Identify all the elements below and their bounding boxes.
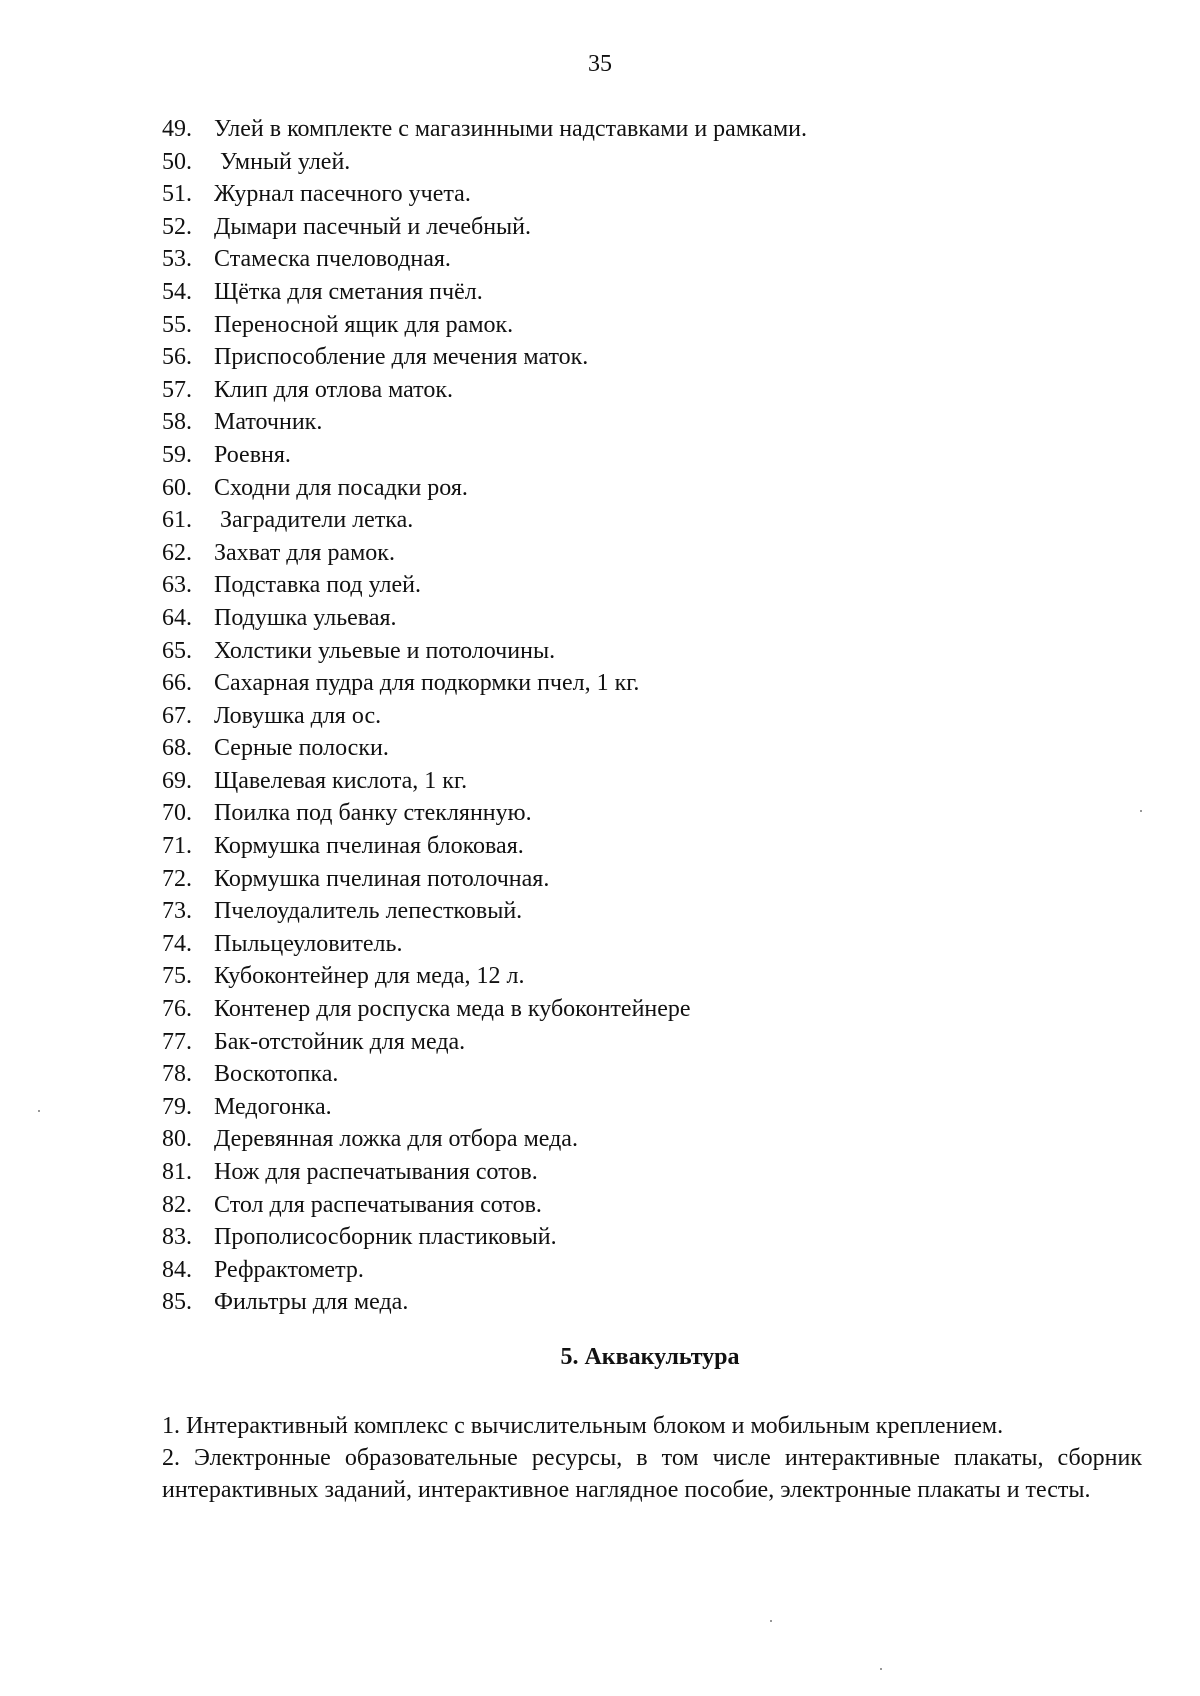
page-number: 35: [588, 51, 612, 77]
list-item-text: Кормушка пчелиная блоковая.: [214, 833, 524, 860]
list-item: [162, 406, 1122, 439]
list-item-number: 78.: [162, 1061, 192, 1088]
list-item-number: 70.: [162, 800, 192, 827]
list-item-text: Сходни для посадки роя.: [214, 474, 468, 501]
list-item-text: Нож для распечатывания сотов.: [214, 1159, 538, 1185]
list-item-text: Серные полоски.: [214, 735, 389, 762]
list-item: [162, 276, 1122, 309]
list-item: [162, 960, 1122, 993]
list-item-number: 53.: [162, 246, 192, 273]
list-item-text: Щётка для сметания пчёл.: [214, 278, 483, 305]
list-item: [162, 1123, 1122, 1156]
list-item: [162, 1026, 1122, 1059]
list-item-text: Приспособление для мечения маток.: [214, 344, 589, 371]
list-item-text: Умный улей.: [214, 148, 351, 175]
list-item-number: 73.: [162, 898, 192, 925]
list-item-text: Щавелевая кислота, 1 кг.: [214, 767, 468, 794]
list-item-number: 66.: [162, 670, 192, 697]
list-item-number: 49.: [162, 116, 192, 142]
equipment-list: [162, 113, 1122, 1319]
list-item-text: Прополисосборник пластиковый.: [214, 1224, 557, 1251]
list-item-number: 85.: [162, 1289, 192, 1316]
list-item-number: 68.: [162, 735, 192, 762]
list-item-number: 81.: [162, 1159, 192, 1185]
list-item-number: 52.: [162, 213, 192, 240]
list-item: [162, 504, 1122, 537]
list-item-text: Фильтры для меда.: [214, 1289, 409, 1316]
scan-speck: [880, 1668, 882, 1670]
list-item: [162, 732, 1122, 765]
scan-speck: [770, 1620, 772, 1622]
list-item: [162, 1058, 1122, 1091]
list-item: [162, 928, 1122, 961]
aquaculture-paragraph-2: 2. Электронные образовательные ресурсы, в том числе интерактивные плакаты, сборник интерактивных заданий, интерактивное наглядное пособие, электронные плакаты и тесты.: [162, 1445, 1142, 1503]
list-item-text: Сахарная пудра для подкормки пчел, 1 кг.: [214, 670, 640, 697]
list-item-text: Воскотопка.: [214, 1061, 339, 1088]
list-item-text: Дымари пасечный и лечебный.: [214, 213, 532, 240]
list-item: [162, 635, 1122, 668]
list-item-text: Пчелоудалитель лепестковый.: [214, 898, 523, 925]
list-item-number: 84.: [162, 1256, 192, 1283]
list-item: [162, 1286, 1122, 1319]
list-item: [162, 341, 1122, 374]
list-item-text: Улей в комплекте с магазинными надставками и рамками.: [214, 116, 807, 142]
list-item-number: 50.: [162, 148, 192, 175]
list-item-text: Маточник.: [214, 409, 323, 436]
list-item-text: Кубоконтейнер для меда, 12 л.: [214, 963, 525, 990]
list-item-text: Кормушка пчелиная потолочная.: [214, 865, 550, 892]
list-item: [162, 113, 1122, 146]
list-item-number: 79.: [162, 1093, 192, 1120]
list-item-text: Роевня.: [214, 441, 291, 468]
list-item-number: 62.: [162, 539, 192, 566]
list-item-number: 74.: [162, 930, 192, 957]
list-item: [162, 700, 1122, 733]
list-item-number: 60.: [162, 474, 192, 501]
list-item: [162, 1156, 1122, 1189]
list-item: [162, 537, 1122, 570]
list-item: [162, 1221, 1122, 1254]
list-item-number: 57.: [162, 376, 192, 403]
scan-speck: [1140, 810, 1142, 812]
list-item-text: Ловушка для ос.: [214, 702, 382, 729]
list-item-text: Заградители летка.: [214, 507, 414, 534]
list-item-number: 59.: [162, 441, 192, 468]
list-item-text: Рефрактометр.: [214, 1256, 364, 1283]
list-item-text: Стамеска пчеловодная.: [214, 246, 451, 273]
list-item-number: 72.: [162, 865, 192, 892]
list-item-text: Бак-отстойник для меда.: [214, 1028, 466, 1055]
list-item-number: 63.: [162, 572, 192, 599]
list-item: [162, 863, 1122, 896]
list-item: [162, 178, 1122, 211]
list-item-number: 58.: [162, 409, 192, 436]
list-item: [162, 1091, 1122, 1124]
list-item-text: Подушка ульевая.: [214, 604, 397, 631]
list-item-number: 67.: [162, 702, 192, 729]
list-item-number: 82.: [162, 1191, 192, 1218]
list-item-text: Клип для отлова маток.: [214, 376, 454, 403]
list-item-text: Пыльцеуловитель.: [214, 930, 403, 957]
list-item-text: Контенер для роспуска меда в кубоконтейнере: [214, 996, 691, 1023]
list-item-number: 55.: [162, 311, 192, 338]
list-item-number: 77.: [162, 1028, 192, 1055]
list-item: [162, 765, 1122, 798]
list-item-number: 61.: [162, 507, 192, 534]
list-item: [162, 1189, 1122, 1222]
list-item: [162, 472, 1122, 505]
list-item-number: 54.: [162, 278, 192, 305]
list-item-text: Медогонка.: [214, 1093, 332, 1120]
list-item: [162, 895, 1122, 928]
list-item-number: 75.: [162, 963, 192, 990]
list-item: [162, 243, 1122, 276]
list-item-number: 80.: [162, 1126, 192, 1153]
scan-speck: [38, 1110, 40, 1112]
list-item-number: 51.: [162, 181, 192, 208]
list-item-number: 56.: [162, 344, 192, 371]
list-item: [162, 667, 1122, 700]
list-item: [162, 1254, 1122, 1287]
list-item-text: Подставка под улей.: [214, 572, 421, 599]
list-item: [162, 830, 1122, 863]
list-item: [162, 309, 1122, 342]
list-item: [162, 146, 1122, 179]
list-item-text: Переносной ящик для рамок.: [214, 311, 514, 338]
list-item-number: 65.: [162, 637, 192, 664]
list-item-text: Поилка под банку стеклянную.: [214, 800, 532, 827]
list-item: [162, 602, 1122, 635]
list-item-text: Захват для рамок.: [214, 539, 395, 566]
list-item: [162, 211, 1122, 244]
list-item-number: 83.: [162, 1224, 192, 1251]
list-item-number: 71.: [162, 833, 192, 860]
list-item: [162, 993, 1122, 1026]
list-item-text: Деревянная ложка для отбора меда.: [214, 1126, 578, 1153]
list-item-text: Журнал пасечного учета.: [214, 181, 471, 208]
list-item-number: 76.: [162, 996, 192, 1023]
list-item-text: Холстики ульевые и потолочины.: [214, 637, 556, 664]
list-item: [162, 569, 1122, 602]
list-item-number: 64.: [162, 604, 192, 631]
aquaculture-section: [162, 1410, 1142, 1506]
aquaculture-paragraph-1: 1. Интерактивный комплекс с вычислительным блоком и мобильным креплением.: [162, 1413, 1004, 1439]
list-item: [162, 374, 1122, 407]
list-item-number: 69.: [162, 767, 192, 794]
list-item-text: Стол для распечатывания сотов.: [214, 1191, 542, 1218]
section-title: 5. Аквакультура: [560, 1344, 740, 1370]
list-item: [162, 797, 1122, 830]
list-item: [162, 439, 1122, 472]
